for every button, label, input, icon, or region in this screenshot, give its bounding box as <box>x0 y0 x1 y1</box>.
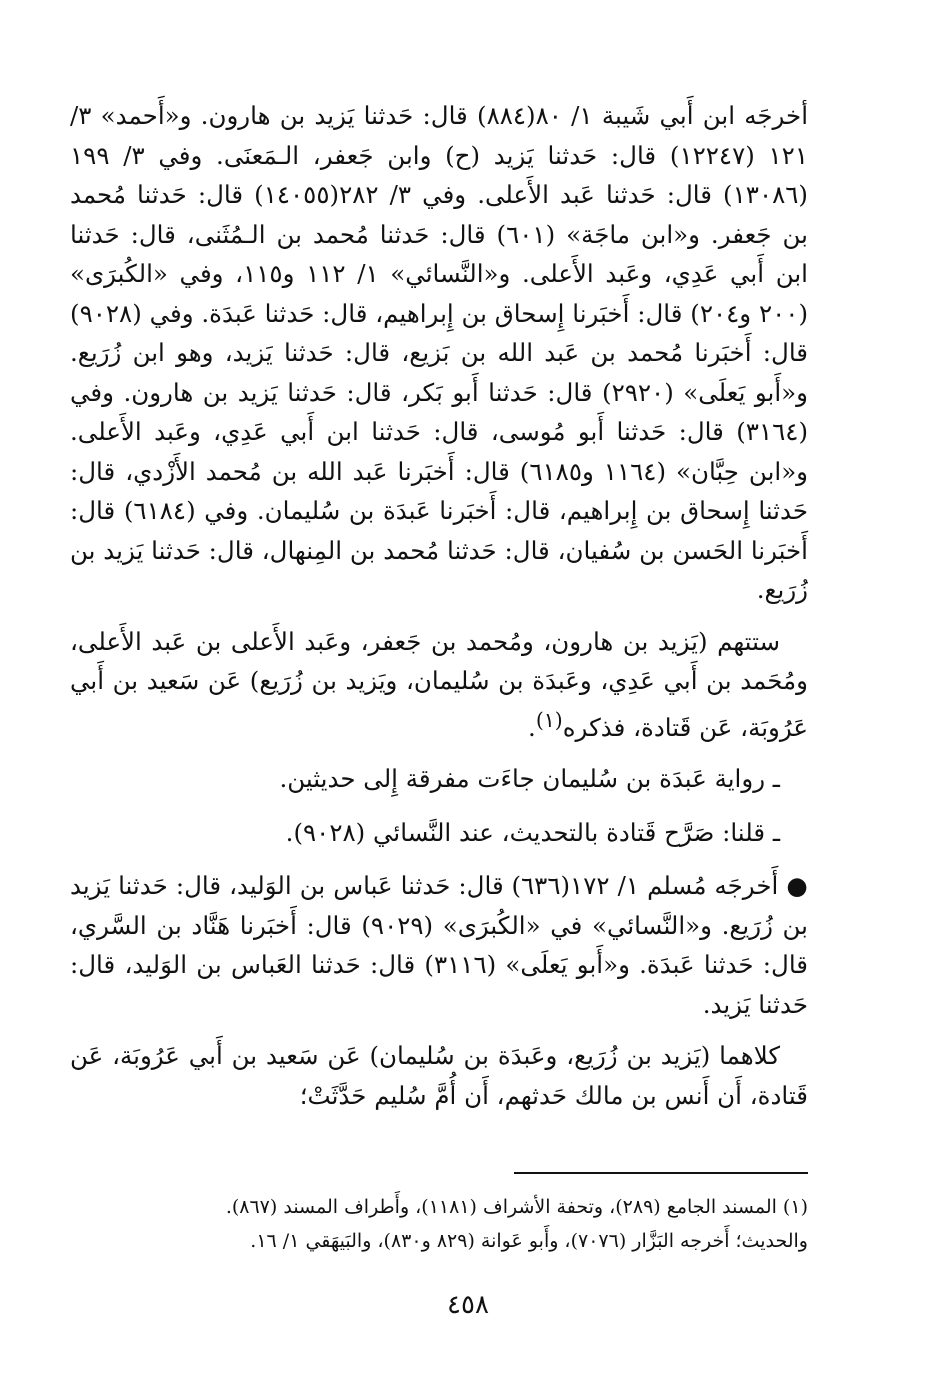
paragraph-text: ستتهم (يَزيد بن هارون، ومُحمد بن جَعفر، وعَبد الأَعلى بن عَبد الأَعلى، ومُحَمد بن أَبي عَدِي، وعَبدَة بن سُليمان، ويَزيد بن زُرَيع) عَن سَعيد بن أَبي عَرُوبَة، عَن قَتادة، فذكره <box>70 626 808 742</box>
footnotes <box>90 1190 808 1258</box>
main-text <box>70 96 808 1115</box>
note-line-1: ـ رواية عَبدَة بن سُليمان جاءَت مفرقة إِلى حديثين. <box>279 764 780 794</box>
paragraph-isnad-summary-1: ستتهم (يَزيد بن هارون، ومُحمد بن جَعفر، وعَبد الأَعلى بن عَبد الأَعلى، ومُحَمد بن أَبي عَدِي، وعَبدَة بن سُليمان، ويَزيد بن زُرَيع) عَن سَعيد بن أَبي عَرُوبَة، عَن قَتادة، فذكره$^{(١)}$. <box>70 626 808 742</box>
footnote-1: (١) المسند الجامع (٢٨٩)، وتحفة الأشراف (١١٨١)، وأَطراف المسند (٨٦٧). <box>225 1196 808 1218</box>
page-number: ٤٥٨ <box>447 1290 489 1320</box>
footnote-divider <box>514 1172 808 1174</box>
paragraph-takhrij-2: ● أَخرجَه مُسلم ١/ ١٧٢(٦٣٦) قال: حَدثنا عَباس بن الوَليد، قال: حَدثنا يَزيد بن زُرَيع. و«النَّسائي» في «الكُبرَى» (٩٠٢٩) قال: أَخبَرنا هَنَّاد بن السَّري، قال: حَدثنا عَبدَة. و«أَبو يَعلَى» (٣١١٦) قال: حَدثنا العَباس بن الوَليد، قال: حَدثنا يَزيد. <box>70 871 809 1019</box>
paragraph-isnad-summary-2: كلاهما (يَزيد بن زُرَيع، وعَبدَة بن سُليمان) عَن سَعيد بن أَبي عَرُوبَة، عَن قَتادة، أَن أَنس بن مالك حَدثهم، أَن أُمَّ سُليم حَدَّثَتْ؛ <box>70 1041 808 1110</box>
footnote-marker: (١) <box>535 707 563 732</box>
note-line-2: ـ قلنا: صَرَّح قَتادة بالتحديث، عند النَّسائي (٩٠٢٨). <box>285 817 780 847</box>
paragraph-takhrij-1: أخرجَه ابن أَبي شَيبة ١/ ٨٠(٨٨٤) قال: حَدثنا يَزيد بن هارون. و«أَحمد» ٣/ ١٢١ (١٢٢٤٧) قال: حَدثنا يَزيد (ح) وابن جَعفر، الـمَعنَى. وفي ٣/ ١٩٩ (١٣٠٨٦) قال: حَدثنا عَبد الأَعلى. وفي ٣/ ٢٨٢(١٤٠٥٥) قال: حَدثنا مُحمد بن جَعفر. و«ابن ماجَة» (٦٠١) قال: حَدثنا مُحمد بن الـمُثَنى، قال: حَدثنا ابن أَبي عَدِي، وعَبد الأَعلى. و«النَّسائي» ١/ ١١٢ و١١٥، وفي «الكُبرَى» (٢٠٠ و٢٠٤) قال: أَخبَرنا إِسحاق بن إِبراهيم، قال: حَدثنا عَبدَة. وفي (٩٠٢٨) قال: أَخبَرنا مُحمد بن عَبد الله بن بَزيع، قال: حَدثنا يَزيد، وهو ابن زُرَيع. و«أَبو يَعلَى» (٢٩٢٠) قال: حَدثنا أَبو بَكر، قال: حَدثنا يَزيد بن هارون. وفي (٣١٦٤) قال: حَدثنا أَبو مُوسى، قال: حَدثنا ابن أَبي عَدِي، وعَبد الأَعلى. و«ابن حِبَّان» (١١٦٤ و٦١٨٥) قال: أَخبَرنا عَبد الله بن مُحمد الأَزْدي، قال: حَدثنا إِسحاق بن إِبراهيم، قال: أَخبَرنا عَبدَة بن سُليمان. وفي (٦١٨٤) قال: أَخبَرنا الحَسن بن سُفيان، قال: حَدثنا مُحمد بن المِنهال، قال: حَدثنا يَزيد بن زُرَيع. <box>70 101 809 604</box>
footnote-1-continued: والحديث؛ أَخرجه البَزَّار (٧٠٧٦)، وأَبو عَوانة (٨٢٩ و٨٣٠)، والبَيهَقي ١/ ١٦. <box>250 1230 808 1252</box>
